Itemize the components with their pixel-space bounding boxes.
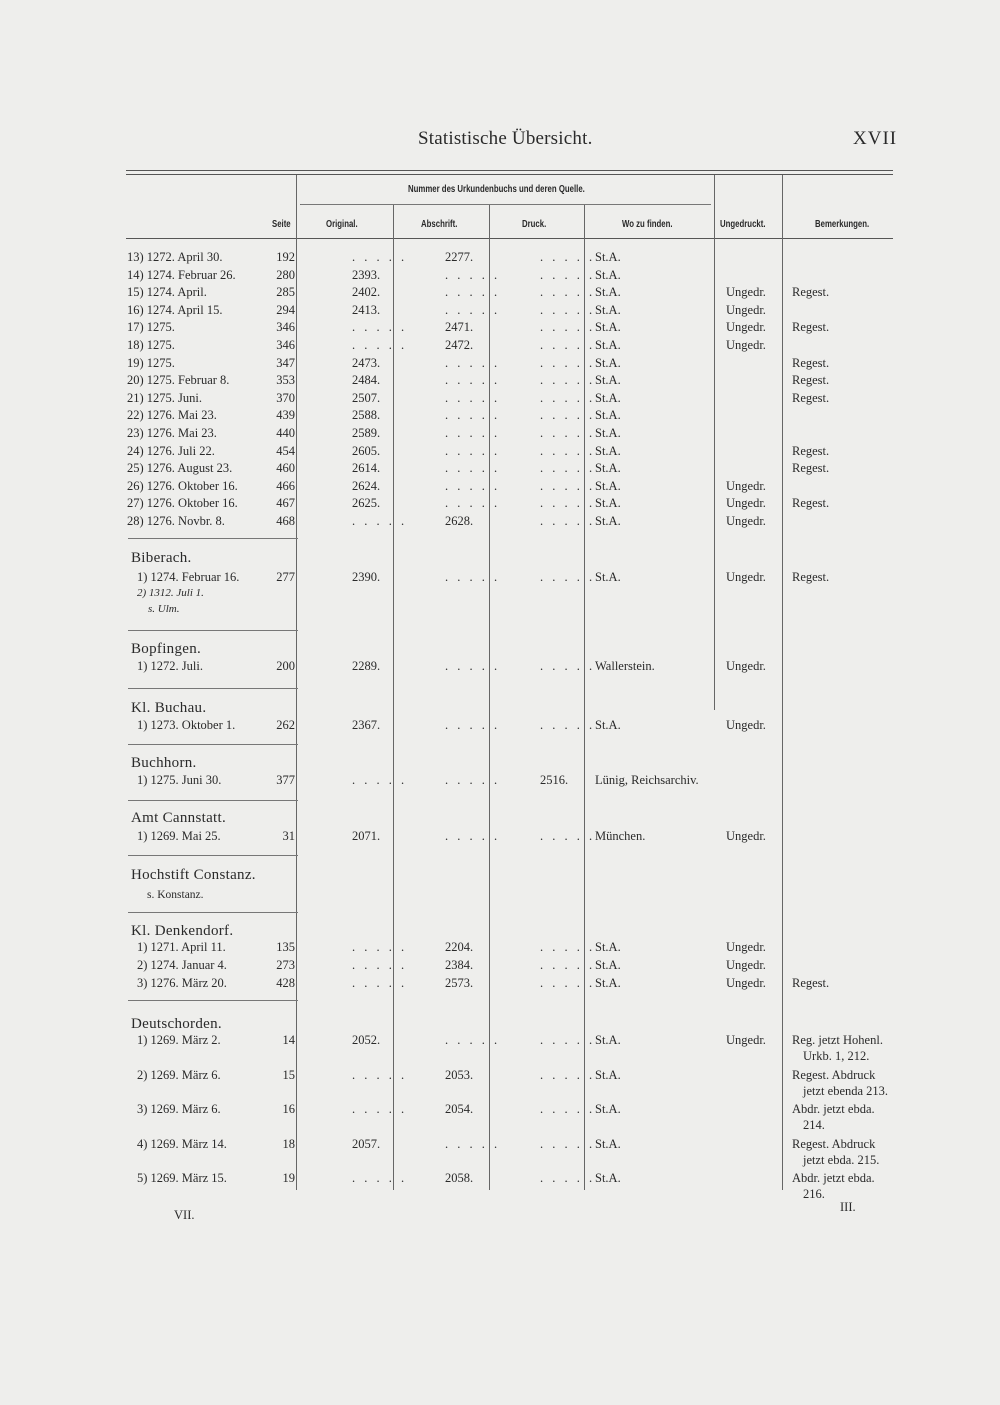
cell-seite: 353 bbox=[276, 373, 295, 388]
cell-druck: . . . . . bbox=[540, 320, 596, 335]
cell-date: 1) 1274. Februar 16. bbox=[137, 570, 240, 584]
cell-bem: Abdr. jetzt ebda. bbox=[792, 1102, 875, 1116]
cell-abschrift: . . . . . bbox=[445, 478, 501, 493]
cell-druck: . . . . . bbox=[540, 958, 596, 972]
cell-ungedr: Ungedr. bbox=[726, 338, 766, 352]
cell-wo: St.A. bbox=[595, 1033, 621, 1047]
cell-abschrift: 2384. bbox=[445, 958, 474, 972]
cell-original: 2289. bbox=[352, 659, 381, 673]
col-line-original bbox=[393, 205, 394, 1190]
cell-abschrift: 2471. bbox=[445, 320, 474, 335]
cell-date: 1) 1269. Mai 25. bbox=[137, 829, 221, 843]
cell-original: 2589. bbox=[352, 426, 381, 440]
cell-original: 2614. bbox=[352, 461, 381, 476]
cell-date: 25) 1276. August 23. bbox=[127, 461, 233, 476]
cell-date: 5) 1269. März 15. bbox=[137, 1171, 227, 1185]
header-wo: Wo zu finden. bbox=[622, 219, 673, 230]
cell-seite: 439 bbox=[276, 408, 295, 423]
cell-date: 23) 1276. Mai 23. bbox=[127, 426, 217, 440]
cell-bem: Regest. bbox=[792, 570, 830, 584]
section-separator bbox=[128, 630, 298, 631]
cell-original: . . . . . bbox=[352, 320, 408, 335]
cell-druck: . . . . . bbox=[540, 355, 596, 370]
header-bottom-rule bbox=[126, 238, 893, 239]
cell-abschrift: 2472. bbox=[445, 338, 474, 352]
cell-date: 15) 1274. April. bbox=[127, 285, 207, 300]
cell-ungedr: Ungedr. bbox=[726, 659, 766, 673]
cell-bem: Regest. bbox=[792, 390, 830, 405]
cell-seite: 280 bbox=[276, 267, 295, 282]
cell-seite: 346 bbox=[276, 338, 295, 352]
cell-seite: 347 bbox=[276, 355, 295, 370]
header-group: Nummer des Urkundenbuchs und deren Quelle. bbox=[408, 184, 585, 195]
col-line-seite bbox=[296, 175, 297, 1190]
cell-druck: . . . . . bbox=[540, 1102, 596, 1116]
cell-original: 2484. bbox=[352, 373, 381, 388]
section-note: s. Ulm. bbox=[148, 603, 180, 615]
section-separator bbox=[128, 688, 298, 689]
cell-wo: St.A. bbox=[595, 302, 621, 317]
cell-date: 24) 1276. Juli 22. bbox=[127, 443, 215, 458]
cell-date: 19) 1275. bbox=[127, 355, 175, 370]
cell-date: 26) 1276. Oktober 16. bbox=[127, 478, 238, 493]
cell-seite: 31 bbox=[282, 829, 295, 843]
cell-ungedr: Ungedr. bbox=[726, 718, 766, 732]
cell-seite: 346 bbox=[276, 320, 295, 335]
cell-druck: . . . . . bbox=[540, 659, 596, 673]
cell-original: 2367. bbox=[352, 718, 381, 732]
section-title: Deutschorden. bbox=[131, 1016, 222, 1032]
cell-abschrift: . . . . . bbox=[445, 267, 501, 282]
cell-seite: 277 bbox=[276, 570, 295, 584]
cell-druck: . . . . . bbox=[540, 940, 596, 954]
cell-bem: Regest. bbox=[792, 461, 830, 476]
cell-druck: . . . . . bbox=[540, 285, 596, 300]
cell-date: 3) 1269. März 6. bbox=[137, 1102, 221, 1116]
cell-original: . . . . . bbox=[352, 940, 408, 954]
cell-abschrift: . . . . . bbox=[445, 659, 501, 673]
header-bemerkungen: Bemerkungen. bbox=[815, 219, 870, 230]
cell-druck: . . . . . bbox=[540, 829, 596, 843]
cell-bem: Regest. bbox=[792, 373, 830, 388]
cell-abschrift: . . . . . bbox=[445, 285, 501, 300]
cell-bem: Regest. Abdruck bbox=[792, 1067, 876, 1082]
cell-abschrift: . . . . . bbox=[445, 496, 501, 511]
cell-abschrift: . . . . . bbox=[445, 461, 501, 476]
cell-original: 2605. bbox=[352, 443, 381, 458]
cell-druck: . . . . . bbox=[540, 302, 596, 317]
cell-original: . . . . . bbox=[352, 1171, 408, 1185]
cell-original: 2473. bbox=[352, 355, 381, 370]
cell-abschrift: . . . . . bbox=[445, 355, 501, 370]
footer-right: III. bbox=[840, 1200, 856, 1214]
cell-abschrift: . . . . . bbox=[445, 718, 501, 732]
cell-date: 2) 1274. Januar 4. bbox=[137, 958, 227, 972]
header-druck: Druck. bbox=[522, 219, 547, 230]
cell-wo: St.A. bbox=[595, 408, 621, 423]
cell-bem: Regest. bbox=[792, 976, 830, 990]
section-separator bbox=[128, 912, 298, 913]
cell-original: . . . . . bbox=[352, 338, 408, 352]
cell-date: 22) 1276. Mai 23. bbox=[127, 408, 217, 423]
cell-wo: St.A. bbox=[595, 1102, 621, 1116]
cell-druck: . . . . . bbox=[540, 718, 596, 732]
cell-seite: 273 bbox=[276, 958, 295, 972]
cell-seite: 377 bbox=[276, 773, 295, 787]
cell-original: 2052. bbox=[352, 1033, 381, 1047]
cell-original: 2071. bbox=[352, 829, 381, 843]
cell-original: 2402. bbox=[352, 285, 381, 300]
cell-original: . . . . . bbox=[352, 1067, 408, 1082]
cell-abschrift: . . . . . bbox=[445, 426, 501, 440]
cell-druck: . . . . . bbox=[540, 267, 596, 282]
cell-abschrift: 2058. bbox=[445, 1171, 474, 1185]
cell-ungedr: Ungedr. bbox=[726, 958, 766, 972]
cell-wo: St.A. bbox=[595, 285, 621, 300]
cell-abschrift: . . . . . bbox=[445, 570, 501, 584]
cell-ungedr: Ungedr. bbox=[726, 285, 766, 300]
cell-original: 2507. bbox=[352, 390, 381, 405]
cell-druck: . . . . . bbox=[540, 478, 596, 493]
cell-date: 13) 1272. April 30. bbox=[127, 250, 223, 264]
header-original: Original. bbox=[326, 219, 358, 230]
cell-date: 20) 1275. Februar 8. bbox=[127, 373, 230, 388]
header-abschrift: Abschrift. bbox=[421, 219, 458, 230]
header-seite: Seite bbox=[272, 219, 291, 230]
cell-original: . . . . . bbox=[352, 1102, 408, 1116]
section-title: Kl. Denkendorf. bbox=[131, 923, 234, 939]
page-title: Statistische Übersicht. bbox=[418, 128, 593, 149]
cell-abschrift: 2054. bbox=[445, 1102, 474, 1116]
cell-bem2: jetzt ebda. 215. bbox=[803, 1152, 880, 1167]
cell-abschrift: . . . . . bbox=[445, 390, 501, 405]
cell-date: 1) 1269. März 2. bbox=[137, 1033, 221, 1047]
cell-original: . . . . . bbox=[352, 250, 408, 264]
cell-druck: . . . . . bbox=[540, 1033, 596, 1047]
section-note: 2) 1312. Juli 1. bbox=[137, 587, 204, 599]
cell-druck: . . . . . bbox=[540, 408, 596, 423]
cell-abschrift: . . . . . bbox=[445, 829, 501, 843]
cell-seite: 200 bbox=[276, 659, 295, 673]
section-separator bbox=[128, 538, 298, 539]
cell-date: 27) 1276. Oktober 16. bbox=[127, 496, 238, 511]
cell-date: 21) 1275. Juni. bbox=[127, 390, 202, 405]
cell-abschrift: 2573. bbox=[445, 976, 474, 990]
cell-original: 2624. bbox=[352, 478, 381, 493]
cell-date: 2) 1269. März 6. bbox=[137, 1067, 221, 1082]
cell-ungedr: Ungedr. bbox=[726, 570, 766, 584]
cell-wo: St.A. bbox=[595, 320, 621, 335]
cell-druck: . . . . . bbox=[540, 496, 596, 511]
cell-original: 2393. bbox=[352, 267, 381, 282]
cell-date: 3) 1276. März 20. bbox=[137, 976, 227, 990]
cell-seite: 18 bbox=[282, 1136, 295, 1151]
cell-wo: München. bbox=[595, 829, 646, 843]
cell-seite: 440 bbox=[276, 426, 295, 440]
cell-druck: . . . . . bbox=[540, 250, 596, 264]
header-group-rule bbox=[300, 204, 711, 205]
cell-wo: St.A. bbox=[595, 461, 621, 476]
cell-seite: 192 bbox=[276, 250, 295, 264]
cell-seite: 468 bbox=[276, 514, 295, 528]
cell-druck: . . . . . bbox=[540, 570, 596, 584]
cell-seite: 15 bbox=[282, 1067, 295, 1082]
cell-abschrift: . . . . . bbox=[445, 443, 501, 458]
cell-wo: Lünig, Reichsarchiv. bbox=[595, 773, 699, 787]
cell-abschrift: 2053. bbox=[445, 1067, 474, 1082]
cell-ungedr: Ungedr. bbox=[726, 496, 766, 511]
cell-seite: 135 bbox=[276, 940, 295, 954]
cell-druck: . . . . . bbox=[540, 1067, 596, 1082]
cell-ungedr: Ungedr. bbox=[726, 320, 766, 335]
cell-seite: 285 bbox=[276, 285, 295, 300]
footer-left: VII. bbox=[174, 1208, 195, 1222]
cell-seite: 262 bbox=[276, 718, 295, 732]
cell-date: 16) 1274. April 15. bbox=[127, 302, 223, 317]
cell-wo: St.A. bbox=[595, 940, 621, 954]
cell-druck: . . . . . bbox=[540, 976, 596, 990]
section-title: Kl. Buchau. bbox=[131, 700, 207, 716]
section-title: Buchhorn. bbox=[131, 755, 197, 771]
cell-druck: . . . . . bbox=[540, 1171, 596, 1185]
cell-wo: St.A. bbox=[595, 426, 621, 440]
cell-wo: St.A. bbox=[595, 267, 621, 282]
cell-wo: St.A. bbox=[595, 570, 621, 584]
cell-ungedr: Ungedr. bbox=[726, 976, 766, 990]
cell-wo: St.A. bbox=[595, 250, 621, 264]
cell-original: . . . . . bbox=[352, 514, 408, 528]
section-title: Hochstift Constanz. bbox=[131, 867, 256, 883]
cell-bem: Regest. bbox=[792, 355, 830, 370]
section-title: Biberach. bbox=[131, 550, 192, 566]
cell-ungedr: Ungedr. bbox=[726, 514, 766, 528]
cell-seite: 370 bbox=[276, 390, 295, 405]
cell-original: 2390. bbox=[352, 570, 381, 584]
cell-bem2: Urkb. 1, 212. bbox=[803, 1049, 870, 1063]
section-separator bbox=[128, 1000, 298, 1001]
cell-druck: . . . . . bbox=[540, 443, 596, 458]
cell-original: . . . . . bbox=[352, 976, 408, 990]
top-rule-2 bbox=[126, 174, 893, 175]
cell-date: 14) 1274. Februar 26. bbox=[127, 267, 236, 282]
section-separator bbox=[128, 744, 298, 745]
cell-druck: . . . . . bbox=[540, 461, 596, 476]
cell-bem: Regest. bbox=[792, 320, 830, 335]
col-line-ungedr bbox=[782, 175, 783, 1190]
section-title: Bopfingen. bbox=[131, 641, 202, 657]
cell-wo: St.A. bbox=[595, 478, 621, 493]
cell-wo: St.A. bbox=[595, 443, 621, 458]
cell-seite: 467 bbox=[276, 496, 295, 511]
cell-original: 2413. bbox=[352, 302, 381, 317]
cell-seite: 428 bbox=[276, 976, 295, 990]
cell-seite: 16 bbox=[282, 1102, 295, 1116]
cell-bem2: jetzt ebenda 213. bbox=[803, 1083, 889, 1098]
cell-date: 17) 1275. bbox=[127, 320, 175, 335]
section-title: Amt Cannstatt. bbox=[131, 810, 227, 826]
cell-abschrift: . . . . . bbox=[445, 1136, 501, 1151]
cell-original: . . . . . bbox=[352, 958, 408, 972]
cell-wo: St.A. bbox=[595, 1067, 621, 1082]
cell-druck: . . . . . bbox=[540, 373, 596, 388]
cell-druck: . . . . . bbox=[540, 426, 596, 440]
cell-wo: St.A. bbox=[595, 958, 621, 972]
cell-ungedr: Ungedr. bbox=[726, 829, 766, 843]
cell-wo: Wallerstein. bbox=[595, 659, 655, 673]
cell-bem: Regest. Abdruck bbox=[792, 1136, 876, 1151]
cell-druck: . . . . . bbox=[540, 338, 596, 352]
cell-original: 2588. bbox=[352, 408, 381, 423]
cell-abschrift: 2204. bbox=[445, 940, 474, 954]
cell-date: 1) 1275. Juni 30. bbox=[137, 773, 222, 787]
cell-seite: 14 bbox=[282, 1033, 295, 1047]
cell-bem: Regest. bbox=[792, 443, 830, 458]
cell-wo: St.A. bbox=[595, 1136, 621, 1151]
cell-druck: . . . . . bbox=[540, 390, 596, 405]
cell-druck: 2516. bbox=[540, 773, 569, 787]
cell-original: 2625. bbox=[352, 496, 381, 511]
cell-bem: Regest. bbox=[792, 496, 830, 511]
cell-wo: St.A. bbox=[595, 718, 621, 732]
cell-original: 2057. bbox=[352, 1136, 381, 1151]
cell-bem2: 214. bbox=[803, 1118, 825, 1132]
cell-wo: St.A. bbox=[595, 373, 621, 388]
cell-wo: St.A. bbox=[595, 976, 621, 990]
section-note: s. Konstanz. bbox=[147, 889, 204, 901]
cell-druck: . . . . . bbox=[540, 1136, 596, 1151]
cell-ungedr: Ungedr. bbox=[726, 940, 766, 954]
cell-date: 28) 1276. Novbr. 8. bbox=[127, 514, 225, 528]
cell-abschrift: . . . . . bbox=[445, 302, 501, 317]
cell-original: . . . . . bbox=[352, 773, 408, 787]
header-ungedruckt: Ungedruckt. bbox=[720, 219, 766, 230]
cell-abschrift: . . . . . bbox=[445, 773, 501, 787]
cell-wo: St.A. bbox=[595, 355, 621, 370]
cell-date: 18) 1275. bbox=[127, 338, 175, 352]
cell-abschrift: 2628. bbox=[445, 514, 474, 528]
section-separator bbox=[128, 800, 298, 801]
cell-wo: St.A. bbox=[595, 496, 621, 511]
cell-seite: 466 bbox=[276, 478, 295, 493]
cell-wo: St.A. bbox=[595, 514, 621, 528]
cell-ungedr: Ungedr. bbox=[726, 302, 766, 317]
cell-bem: Regest. bbox=[792, 285, 830, 300]
cell-seite: 294 bbox=[276, 302, 295, 317]
cell-seite: 19 bbox=[282, 1171, 295, 1185]
cell-date: 4) 1269. März 14. bbox=[137, 1136, 227, 1151]
cell-date: 1) 1273. Oktober 1. bbox=[137, 718, 236, 732]
col-line-wo bbox=[714, 175, 715, 710]
cell-druck: . . . . . bbox=[540, 514, 596, 528]
cell-bem: Abdr. jetzt ebda. bbox=[792, 1171, 875, 1185]
cell-date: 1) 1271. April 11. bbox=[137, 940, 226, 954]
cell-abschrift: 2277. bbox=[445, 250, 474, 264]
cell-wo: St.A. bbox=[595, 338, 621, 352]
cell-ungedr: Ungedr. bbox=[726, 1033, 766, 1047]
section-separator bbox=[128, 855, 298, 856]
top-rule bbox=[126, 170, 893, 171]
cell-ungedr: Ungedr. bbox=[726, 478, 766, 493]
cell-date: 1) 1272. Juli. bbox=[137, 659, 203, 673]
cell-seite: 460 bbox=[276, 461, 295, 476]
cell-seite: 454 bbox=[276, 443, 295, 458]
cell-bem2: 216. bbox=[803, 1187, 825, 1201]
cell-abschrift: . . . . . bbox=[445, 373, 501, 388]
cell-wo: St.A. bbox=[595, 390, 621, 405]
cell-abschrift: . . . . . bbox=[445, 408, 501, 423]
cell-abschrift: . . . . . bbox=[445, 1033, 501, 1047]
cell-wo: St.A. bbox=[595, 1171, 621, 1185]
cell-bem: Reg. jetzt Hohenl. bbox=[792, 1033, 883, 1047]
page-number: XVII bbox=[853, 128, 898, 149]
